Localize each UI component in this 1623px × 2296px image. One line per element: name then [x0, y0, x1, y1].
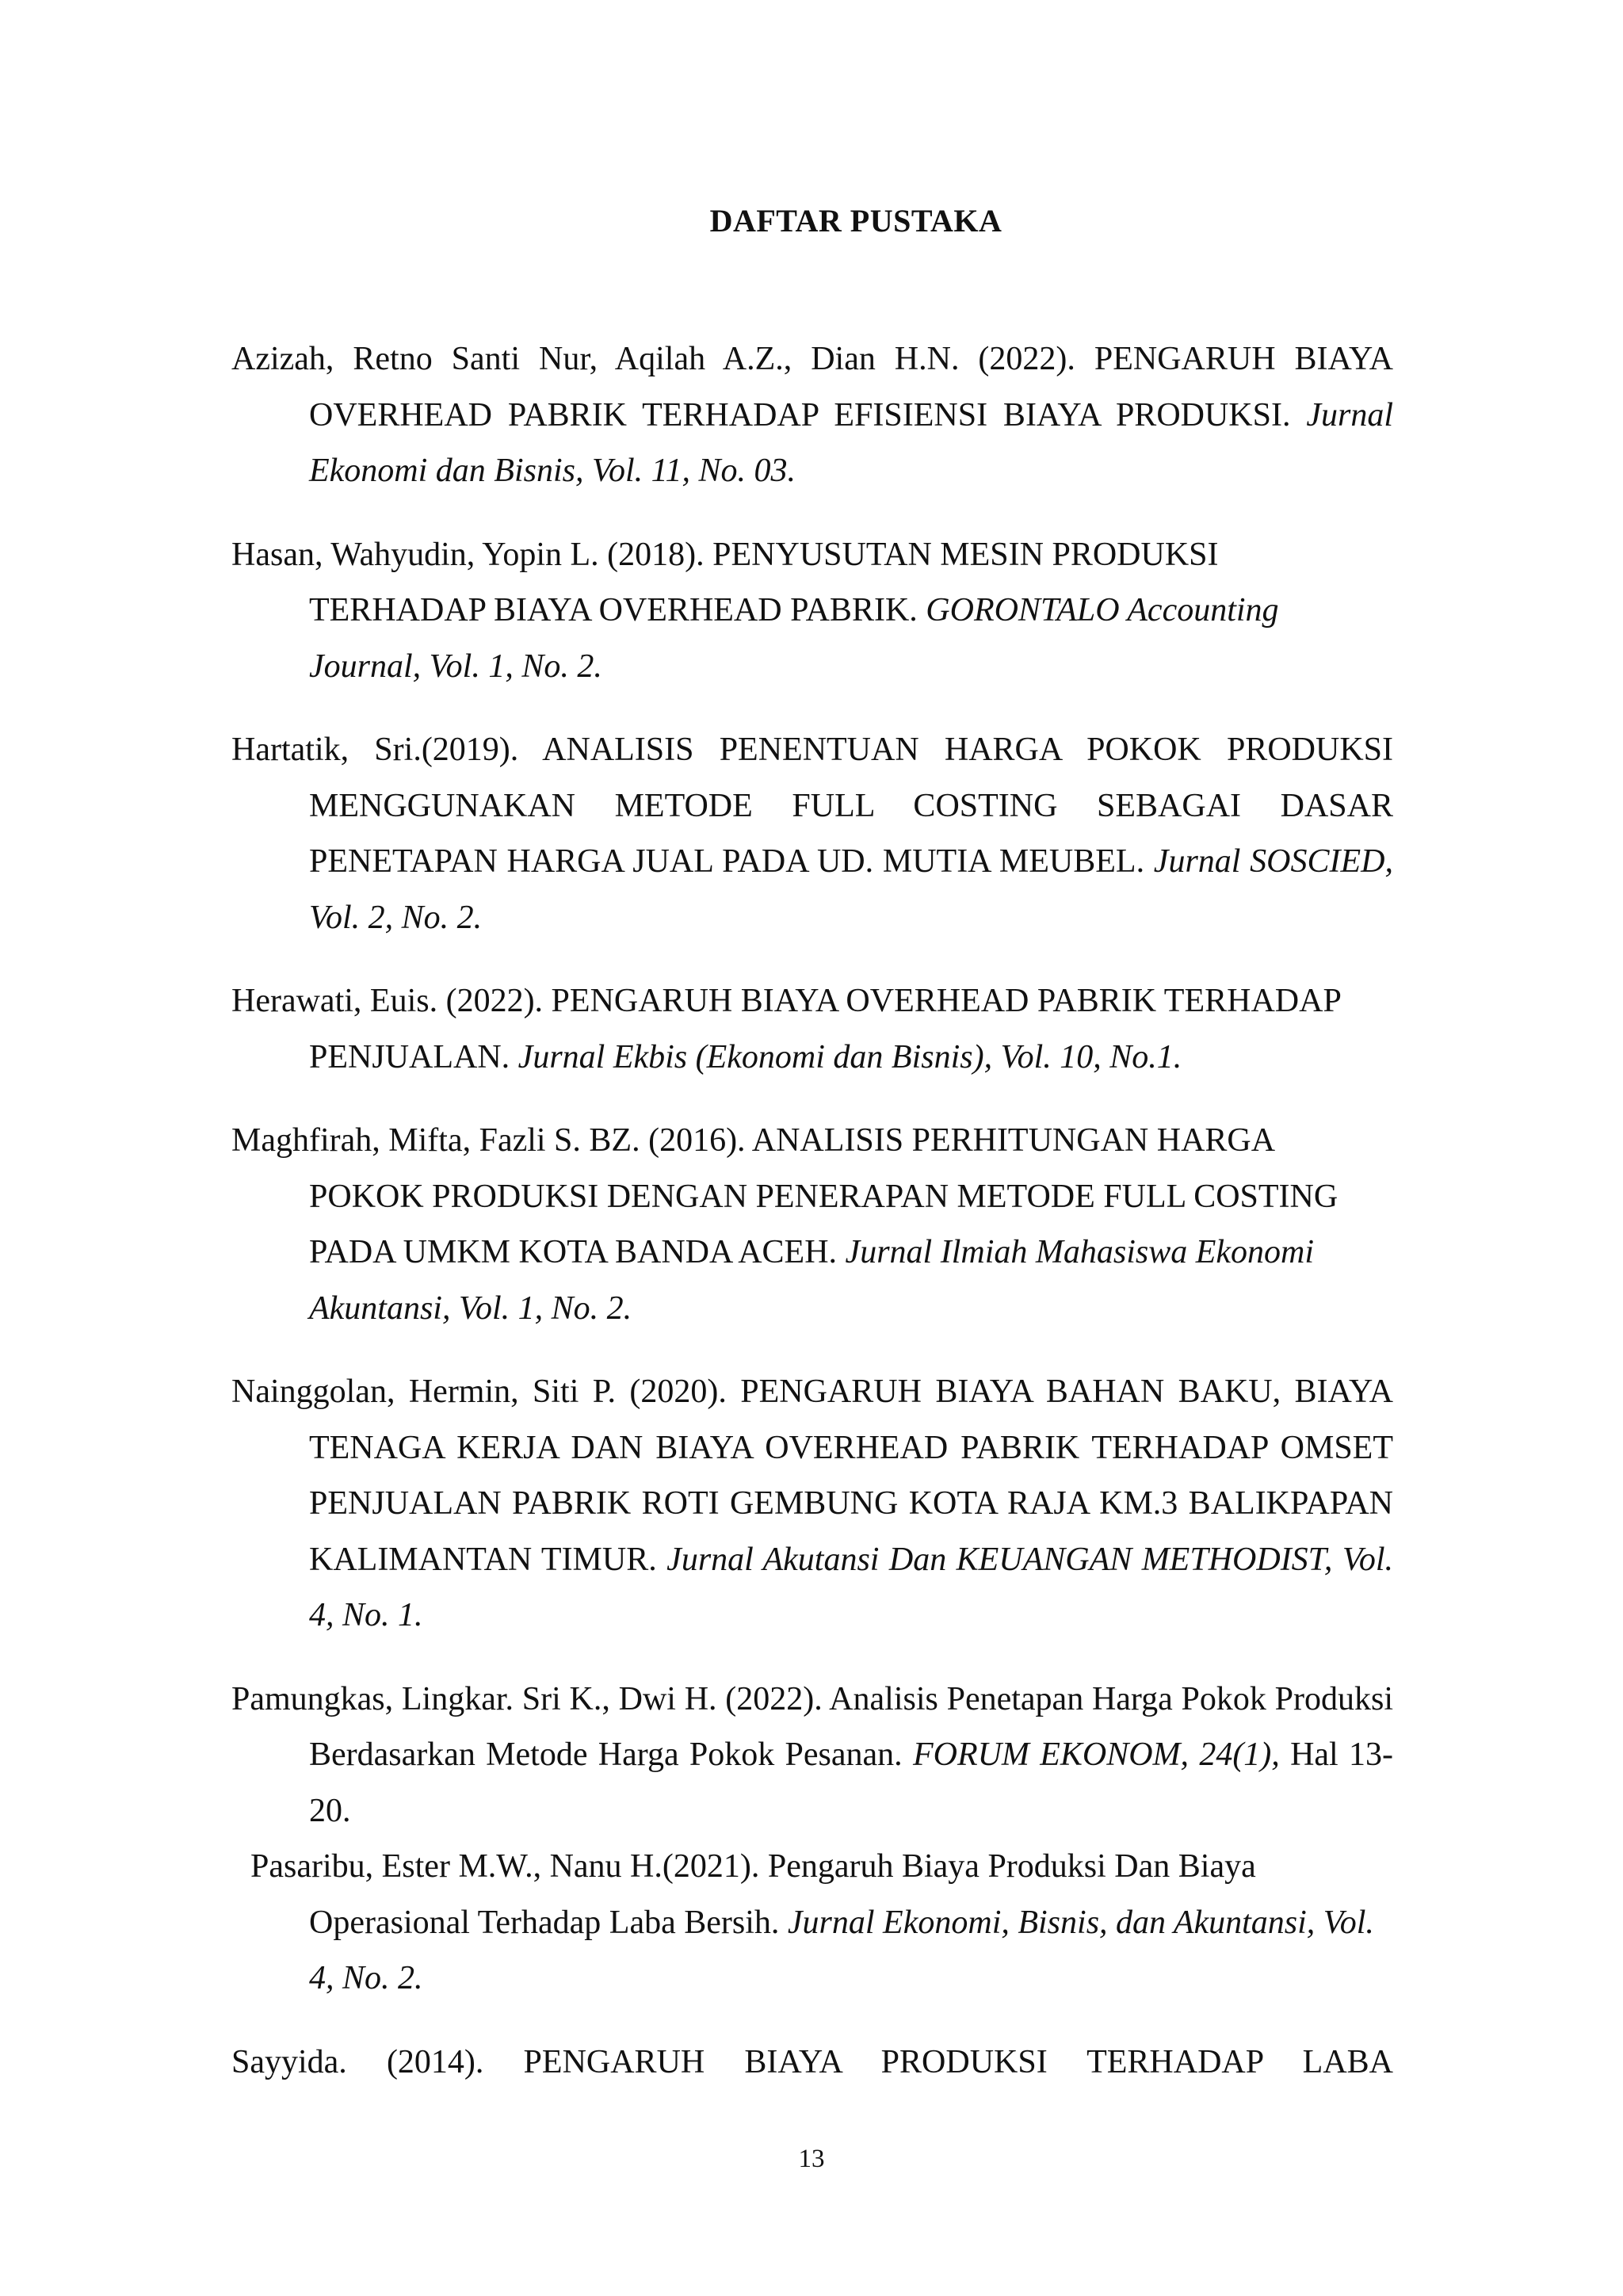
reference-entry — [231, 1671, 1393, 1839]
reference-source: FORUM EKONOM, 24(1), — [912, 1736, 1280, 1773]
reference-source: Jurnal Ekonomi dan Bisnis, Vol. 11, No. 03. — [309, 396, 1393, 489]
reference-text: Maghfirah, Mifta, Fazli S. BZ. (2016). ANALISIS PERHITUNGAN HARGA POKOK PRODUKSI DENGAN PENERAPAN METODE FULL COSTING PADA UMKM KOTA BANDA ACEH. — [231, 1122, 1338, 1270]
reference-source: Jurnal Ekonomi, Bisnis, dan Akuntansi, Vol. 4, No. 2. — [309, 1904, 1374, 1996]
reference-text: Sayyida. (2014). PENGARUH BIAYA PRODUKSI TERHADAP LABA — [231, 2043, 1393, 2080]
reference-entry — [231, 1364, 1393, 1644]
reference-source: GORONTALO Accounting Journal, Vol. 1, No. 2. — [309, 592, 1279, 685]
reference-entry — [231, 527, 1393, 695]
reference-text: Pamungkas, Lingkar. Sri K., Dwi H. (2022). Analisis Penetapan Harga Pokok Produksi Berdasarkan Metode Harga Pokok Pesanan. — [231, 1680, 1393, 1773]
page-number: 13 — [798, 2145, 825, 2173]
reference-entry — [250, 1839, 1393, 2007]
reference-text: Hasan, Wahyudin, Yopin L. (2018). PENYUSUTAN MESIN PRODUKSI TERHADAP BIAYA OVERHEAD PABRIK. — [231, 536, 1219, 628]
reference-text: Herawati, Euis. (2022). PENGARUH BIAYA OVERHEAD PABRIK TERHADAP PENJUALAN. — [231, 983, 1341, 1075]
reference-entry — [231, 973, 1393, 1085]
reference-text: Hartatik, Sri.(2019). ANALISIS PENENTUAN HARGA POKOK PRODUKSI MENGGUNAKAN METODE FULL COSTING SEBAGAI DASAR PENETAPAN HARGA JUAL PADA UD. MUTIA MEUBEL. — [231, 732, 1393, 880]
page-title: DAFTAR PUSTAKA — [709, 203, 1002, 239]
reference-entry — [231, 1113, 1393, 1336]
reference-source: Jurnal SOSCIED, Vol. 2, No. 2. — [309, 843, 1393, 936]
reference-text: Nainggolan, Hermin, Siti P. (2020). PENGARUH BIAYA BAHAN BAKU, BIAYA TENAGA KERJA DAN BIAYA OVERHEAD PABRIK TERHADAP OMSET PENJUALAN PABRIK ROTI GEMBUNG KOTA RAJA KM.3 BALIKPAPAN KALIMANTAN TIMUR. — [231, 1373, 1393, 1578]
reference-list — [231, 331, 1393, 2118]
reference-entry — [231, 331, 1393, 499]
reference-entry — [231, 2034, 1393, 2091]
reference-suffix: Hal 13-20. — [309, 1736, 1393, 1829]
reference-text: Pasaribu, Ester M.W., Nanu H.(2021). Pengaruh Biaya Produksi Dan Biaya Operasional Terhadap Laba Bersih. — [250, 1848, 1256, 1941]
reference-source: Jurnal Ekbis (Ekonomi dan Bisnis), Vol. 10, No.1. — [517, 1038, 1182, 1075]
reference-source: Jurnal Akutansi Dan KEUANGAN METHODIST, Vol. 4, No. 1. — [309, 1541, 1394, 1633]
reference-text: Azizah, Retno Santi Nur, Aqilah A.Z., Dian H.N. (2022). PENGARUH BIAYA OVERHEAD PABRIK TERHADAP EFISIENSI BIAYA PRODUKSI. — [231, 341, 1393, 434]
reference-source: Jurnal Ilmiah Mahasiswa Ekonomi Akuntansi, Vol. 1, No. 2. — [309, 1234, 1315, 1327]
reference-entry — [231, 722, 1393, 946]
